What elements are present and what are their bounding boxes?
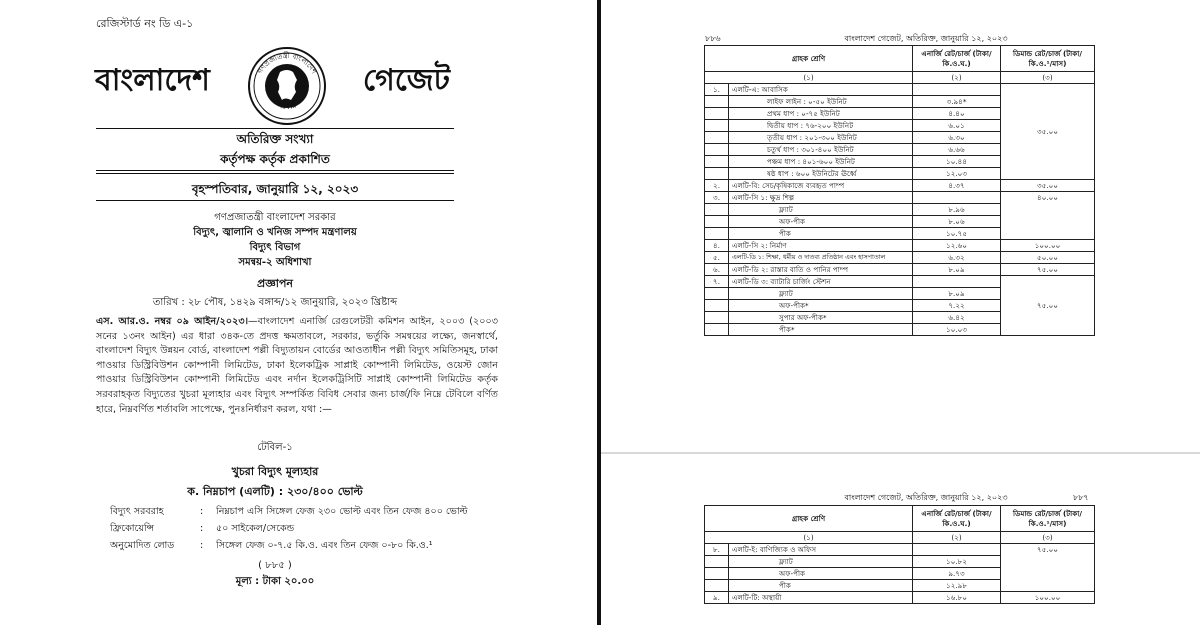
row-energy: ৮.০৯ bbox=[913, 288, 1001, 300]
row-serial: ৬. bbox=[705, 264, 729, 276]
row-label: এলটি-বি: সেচ/কৃষিকাজে ব্যবহৃত পাম্প bbox=[729, 180, 913, 192]
row-serial: ৫. bbox=[705, 252, 729, 264]
row-energy: ৪.৩৭ bbox=[913, 180, 1001, 192]
row-serial: ৭. bbox=[705, 276, 729, 288]
row-energy: ৮.৯৬ bbox=[913, 204, 1001, 216]
divider bbox=[96, 170, 454, 171]
supply-label: বিদ্যুৎ সরবরাহ bbox=[110, 506, 164, 517]
row-energy: ৬.০১ bbox=[913, 120, 1001, 132]
col-num: (৩) bbox=[1001, 72, 1095, 84]
table-row bbox=[705, 276, 1095, 288]
row-label: পীক bbox=[729, 228, 913, 240]
row-energy: ১০.০৩ bbox=[913, 324, 1001, 336]
row-serial: ৯. bbox=[705, 592, 729, 604]
masthead-bangladesh: বাংলাদেশ bbox=[95, 63, 210, 98]
demand-value: ৭৫.০০ bbox=[1001, 276, 1095, 336]
notice-paragraph bbox=[96, 315, 498, 417]
page-number: ( ৮৮৫ ) bbox=[258, 560, 292, 571]
top-running-head: বাংলাদেশ গেজেট, অতিরিক্ত, জানুয়ারি ১২, ২০২৩ bbox=[844, 34, 1008, 43]
row-energy bbox=[913, 276, 1001, 288]
col-energy-header: এনার্জি রেট/চার্জ (টাকা/কি.ও.ঘ.) bbox=[913, 46, 1001, 72]
row-label: ষষ্ঠ ধাপ : ৬০০ ইউনিটের ঊর্ধ্বে bbox=[729, 168, 913, 180]
notice-heading: প্রজ্ঞাপন bbox=[257, 277, 293, 290]
table-row bbox=[705, 240, 1095, 252]
divider bbox=[96, 200, 454, 201]
frequency-row: ফ্রিকোয়েন্সি : ৫০ সাইকেল/সেকেন্ড bbox=[110, 522, 294, 537]
load-row: অনুমোদিত লোড : সিঙ্গেল ফেজ ০-৭.৫ কি.ও. এবং তিন ফেজ ০-৮০ কি.ও.¹ bbox=[110, 539, 433, 554]
row-energy: ১০.৮২ bbox=[913, 556, 1001, 568]
table-row bbox=[705, 192, 1095, 204]
demand-value: ৩৫.০০ bbox=[1001, 180, 1095, 192]
row-label: এলটি-টি: অস্থায়ী bbox=[729, 592, 913, 604]
row-energy bbox=[913, 192, 1001, 204]
row-label: এলটি-ই: বাণিজ্যিক ও অফিস bbox=[729, 544, 913, 556]
row-label: এলটি-ডি ২: রাস্তার বাতি ও পানির পাম্প bbox=[729, 264, 913, 276]
table-row bbox=[705, 252, 1095, 264]
row-energy: ৬.৬৬ bbox=[913, 144, 1001, 156]
row-serial: ২. bbox=[705, 180, 729, 192]
demand-value: ১০০.০০ bbox=[1001, 240, 1095, 252]
row-label: পীক* bbox=[729, 324, 913, 336]
notice-body: —বাংলাদেশ এনার্জি রেগুলেটরী কমিশন আইন, ২০০৩ (২০০৩ সনের ১৩নং আইন) এর ধারা ৩৪ক-তে প্রদত্ত ক্ষমতাবলে, সরকার, ভর্তুকি সমন্বয়ের লক্ষ্যে, জনস্বার্থে, বাংলাদেশ বিদ্যুৎ উন্নয়ন বোর্ড, বাংলাদেশ পল্লী বিদ্যুতায়ন বোর্ডের আওতাধীন পল্লী বিদ্যুৎ সমিতিসমূহ, ঢাকা পাওয়ার ডিস্ট্রিবিউশন কোম্পানী লিমিটেড, ঢাকা ইলেকট্রিক সাপ্লাই কোম্পানী লিমিটেড, ওয়েস্ট জোন পাওয়ার ডিস্ট্রিবিউশন কোম্পানী লিমিটেড এবং নর্দান ইলেকট্রিসিটি সাপ্লাই কোম্পানী লিমিটেড কর্তৃক সরবরাহকৃত বিদ্যুতের খুচরা মূল্যহার এবং বিদ্যুৎ সম্পর্কিত বিবিধ সেবার জন্য চার্জ/ফি নিম্নে টেবিলে বর্ণিত হারে, নিম্নবর্ণিত শর্তাবলি সাপেক্ষে, পুনঃনির্ধারণ করল, যথা :— bbox=[96, 316, 499, 415]
row-label: লাইফ লাইন : ০-৫০ ইউনিট bbox=[729, 96, 913, 108]
row-label: চতুর্থ ধাপ : ৩০১-৪০০ ইউনিট bbox=[729, 144, 913, 156]
supply-row: বিদ্যুৎ সরবরাহ : নিম্নচাপ এসি সিঙ্গেল ফেজ ২৩০ ভোল্ট এবং তিন ফেজ ৪০০ ভোল্ট bbox=[110, 505, 467, 520]
bottom-page-number: ৮৮৭ bbox=[1073, 493, 1089, 502]
notice-date: তারিখ : ২৮ পৌষ, ১৪২৯ বঙ্গাব্দ/১২ জানুয়ারি, ২০২৩ খ্রিষ্টাব্দ bbox=[152, 297, 398, 308]
published-by-authority: কর্তৃপক্ষ কর্তৃক প্রকাশিত bbox=[220, 152, 330, 166]
row-energy: ৬.৪২ bbox=[913, 312, 1001, 324]
table-label: টেবিল-১ bbox=[257, 442, 293, 453]
row-label: অফ-পীক* bbox=[729, 300, 913, 312]
demand-value: ৩৫.০০ bbox=[1001, 84, 1095, 180]
col-demand-header: ডিমান্ড রেট/চার্জ (টাকা/ কি.ও.¹/মাস) bbox=[1001, 46, 1095, 72]
row-label: দ্বিতীয় ধাপ : ৭৬-২০০ ইউনিট bbox=[729, 120, 913, 132]
registration-number: রেজিস্টার্ড নং ডি এ-১ bbox=[96, 17, 194, 30]
row-energy: ৭.২২ bbox=[913, 300, 1001, 312]
col-num: (২) bbox=[913, 72, 1001, 84]
col-num: (৩) bbox=[1001, 532, 1095, 544]
row-energy bbox=[913, 544, 1001, 556]
divider bbox=[96, 173, 454, 174]
col-num: (১) bbox=[705, 72, 913, 84]
col-category-header: গ্রাহক শ্রেণি bbox=[705, 506, 913, 532]
row-energy: ৬.৩২ bbox=[913, 252, 1001, 264]
government-seal-icon bbox=[247, 42, 327, 130]
col-energy-header: এনার্জি রেট/চার্জ (টাকা/কি.ও.ঘ.) bbox=[913, 506, 1001, 532]
government-name: গণপ্রজাতন্ত্রী বাংলাদেশ সরকার bbox=[214, 212, 336, 223]
row-label: ফ্ল্যাট bbox=[729, 556, 913, 568]
col-demand-header: ডিমান্ড রেট/চার্জ (টাকা/ কি.ও.¹/মাস) bbox=[1001, 506, 1095, 532]
table-title: খুচরা বিদ্যুৎ মূল্যহার bbox=[231, 465, 319, 478]
seal-top-text: গণপ্রজাতন্ত্রী বাংলাদেশ bbox=[256, 51, 318, 76]
tariff-table-bottom bbox=[704, 505, 1095, 604]
supply-value: নিম্নচাপ এসি সিঙ্গেল ফেজ ২৩০ ভোল্ট এবং তিন ফেজ ৪০০ ভোল্ট bbox=[216, 506, 468, 517]
row-label: ফ্ল্যাট bbox=[729, 288, 913, 300]
row-serial: ১. bbox=[705, 84, 729, 96]
sro-number: এস. আর.ও. নম্বর ০৯ আইন/২০২৩। bbox=[96, 316, 249, 327]
row-label: ফ্ল্যাট bbox=[729, 204, 913, 216]
load-label: অনুমোদিত লোড bbox=[110, 540, 175, 551]
branch-name: সমন্বয়-২ অধিশাখা bbox=[238, 257, 312, 268]
table-row bbox=[705, 592, 1095, 604]
division-name: বিদ্যুৎ বিভাগ bbox=[249, 242, 301, 253]
row-energy: ১০.৭৫ bbox=[913, 228, 1001, 240]
row-label: এলটি-এ: আবাসিক bbox=[729, 84, 913, 96]
row-energy: ১২.০৩ bbox=[913, 168, 1001, 180]
demand-value: ৫০.০০ bbox=[1001, 252, 1095, 264]
demand-value: ৭৫.০০ bbox=[1001, 264, 1095, 276]
row-energy: ১২.৯৮ bbox=[913, 580, 1001, 592]
table-row bbox=[705, 84, 1095, 96]
page-separator bbox=[601, 452, 1200, 454]
row-energy bbox=[913, 84, 1001, 96]
table-row bbox=[705, 180, 1095, 192]
row-label: পীক bbox=[729, 580, 913, 592]
col-num: (১) bbox=[705, 532, 913, 544]
table-row bbox=[705, 264, 1095, 276]
row-label: এলটি-ডি ৩: ব্যাটারি চার্জিং স্টেশন bbox=[729, 276, 913, 288]
row-serial: ৩. bbox=[705, 192, 729, 204]
row-label: এলটি-সি ২: নির্মাণ bbox=[729, 240, 913, 252]
seal-bottom-text: সরকার bbox=[276, 101, 298, 111]
row-energy: ১৬.৮০ bbox=[913, 592, 1001, 604]
row-energy: ৮.০৯ bbox=[913, 264, 1001, 276]
row-label: প্রথম ধাপ : ০-৭৫ ইউনিট bbox=[729, 108, 913, 120]
row-energy: ৩.৯৪* bbox=[913, 96, 1001, 108]
tariff-pages bbox=[601, 0, 1200, 625]
row-energy: ৬.৩০ bbox=[913, 132, 1001, 144]
row-energy: ৪.৪০ bbox=[913, 108, 1001, 120]
row-energy: ১২.৬০ bbox=[913, 240, 1001, 252]
bottom-running-head: বাংলাদেশ গেজেট, অতিরিক্ত, জানুয়ারি ১২, ২০২৩ bbox=[844, 493, 1008, 502]
load-value: সিঙ্গেল ফেজ ০-৭.৫ কি.ও. এবং তিন ফেজ ০-৮০ কি.ও.¹ bbox=[216, 540, 433, 551]
demand-value: ৭৫.০০ bbox=[1001, 544, 1095, 592]
masthead-gazette: গেজেট bbox=[362, 63, 450, 98]
demand-value: ১০০.০০ bbox=[1001, 592, 1095, 604]
row-label: তৃতীয় ধাপ : ২০১-৩০০ ইউনিট bbox=[729, 132, 913, 144]
ministry-name: বিদ্যুৎ, জ্বালানি ও খনিজ সম্পদ মন্ত্রণালয় bbox=[193, 227, 357, 238]
row-serial: ৮. bbox=[705, 544, 729, 556]
frequency-value: ৫০ সাইকেল/সেকেন্ড bbox=[216, 523, 295, 534]
col-category-header: গ্রাহক শ্রেণি bbox=[705, 46, 913, 72]
row-label: এলটি-সি ১: ক্ষুদ্র শিল্প bbox=[729, 192, 913, 204]
row-energy: ১০.৪৪ bbox=[913, 156, 1001, 168]
row-label: অফ-পীক bbox=[729, 216, 913, 228]
gazette-cover-page bbox=[0, 0, 597, 625]
price: মূল্য : টাকা ২০.০০ bbox=[235, 576, 315, 587]
row-label: এলটি-ডি ১: শিক্ষা, ধর্মীয় ও দাতব্য প্রতিষ্ঠান এবং হাসপাতাল bbox=[729, 252, 913, 264]
table-subtitle: ক. নিম্নচাপ (এলটি) : ২৩০/৪০০ ভোল্ট bbox=[187, 485, 363, 498]
row-label: অফ-পীক bbox=[729, 568, 913, 580]
row-serial: ৪. bbox=[705, 240, 729, 252]
frequency-label: ফ্রিকোয়েন্সি bbox=[110, 523, 155, 534]
row-label: পঞ্চম ধাপ : ৪০১-৬০০ ইউনিট bbox=[729, 156, 913, 168]
top-page-number: ৮৮৬ bbox=[705, 34, 721, 43]
tariff-table-top bbox=[704, 45, 1095, 336]
table-row bbox=[705, 544, 1095, 556]
col-num: (২) bbox=[913, 532, 1001, 544]
row-energy: ৯.৭৩ bbox=[913, 568, 1001, 580]
divider bbox=[96, 128, 454, 129]
extraordinary-issue: অতিরিক্ত সংখ্যা bbox=[236, 132, 314, 146]
demand-value: ৪০.০০ bbox=[1001, 192, 1095, 240]
row-label: সুপার অফ-পীক* bbox=[729, 312, 913, 324]
row-energy: ৮.০৬ bbox=[913, 216, 1001, 228]
gazette-masthead bbox=[95, 42, 450, 134]
issue-date: বৃহস্পতিবার, জানুয়ারি ১২, ২০২৩ bbox=[191, 182, 359, 196]
